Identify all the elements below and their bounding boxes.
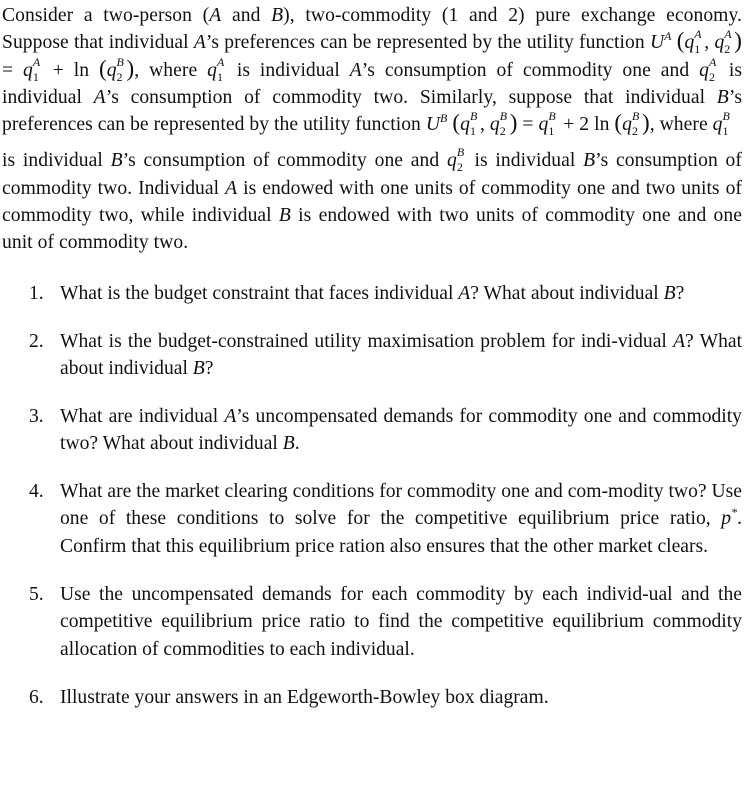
document-body xyxy=(2,0,742,711)
question-number: 3. xyxy=(29,405,44,427)
question-item: 3. What are individual A’s uncompensated demands for commodity one and commodity two? What about individual B. xyxy=(2,403,742,458)
question-item: 1. What is the budget constraint that faces individual A? What about individual B? xyxy=(2,280,742,307)
question-item: 4. What are the market clearing conditions for commodity one and com-modity two? Use one of these conditions to solve for the competitive equilibrium price ratio, p*. Confirm that this equilibrium price ration also ensures that the other market clears. xyxy=(2,478,742,560)
question-number: 4. xyxy=(29,481,44,503)
question-item: 5. Use the uncompensated demands for each commodity by each individ-ual and the competitive equilibrium price ratio to find the competitive equilibrium commodity allocation of commodities to each individual. xyxy=(2,581,742,663)
question-list xyxy=(2,280,742,712)
question-number: 5. xyxy=(29,584,44,606)
intro-paragraph: Consider a two-person (A and B), two-commodity (1 and 2) pure exchange economy. Suppose that individual A’s preferences can be represented by the utility function $U^A$ (q A 1 , q A 2 ) = q A 1 + ln (q B 2 ), where q A 1 is individual A’s consumption of commodity one and q A 2 is individual A’s consumption of commodity two. Similarly, suppose that individual B’s preferences can be represented by the utility function $U^B$ (q B 1 , q B 2 ) = q B 1 + 2 ln (q B 2 ), where q B 1 xyxy=(2,5,743,139)
endowment-paragraph: is individual B’s consumption of commodity one and q B 2 is individual B’s consumption of commodity two. Individual A is endowed with one units of commodity one and two units of commodity two, while individual B is endowed with two units of commodity one and one unit of commodity two. xyxy=(2,145,742,254)
question-item: 2. What is the budget-constrained utility maximisation problem for indi-vidual A? What about individual B? xyxy=(2,328,742,383)
question-number: 6. xyxy=(29,686,44,708)
question-number: 2. xyxy=(29,330,44,352)
question-item: 6. Illustrate your answers in an Edgeworth-Bowley box diagram. xyxy=(2,684,742,711)
question-number: 1. xyxy=(29,282,44,304)
